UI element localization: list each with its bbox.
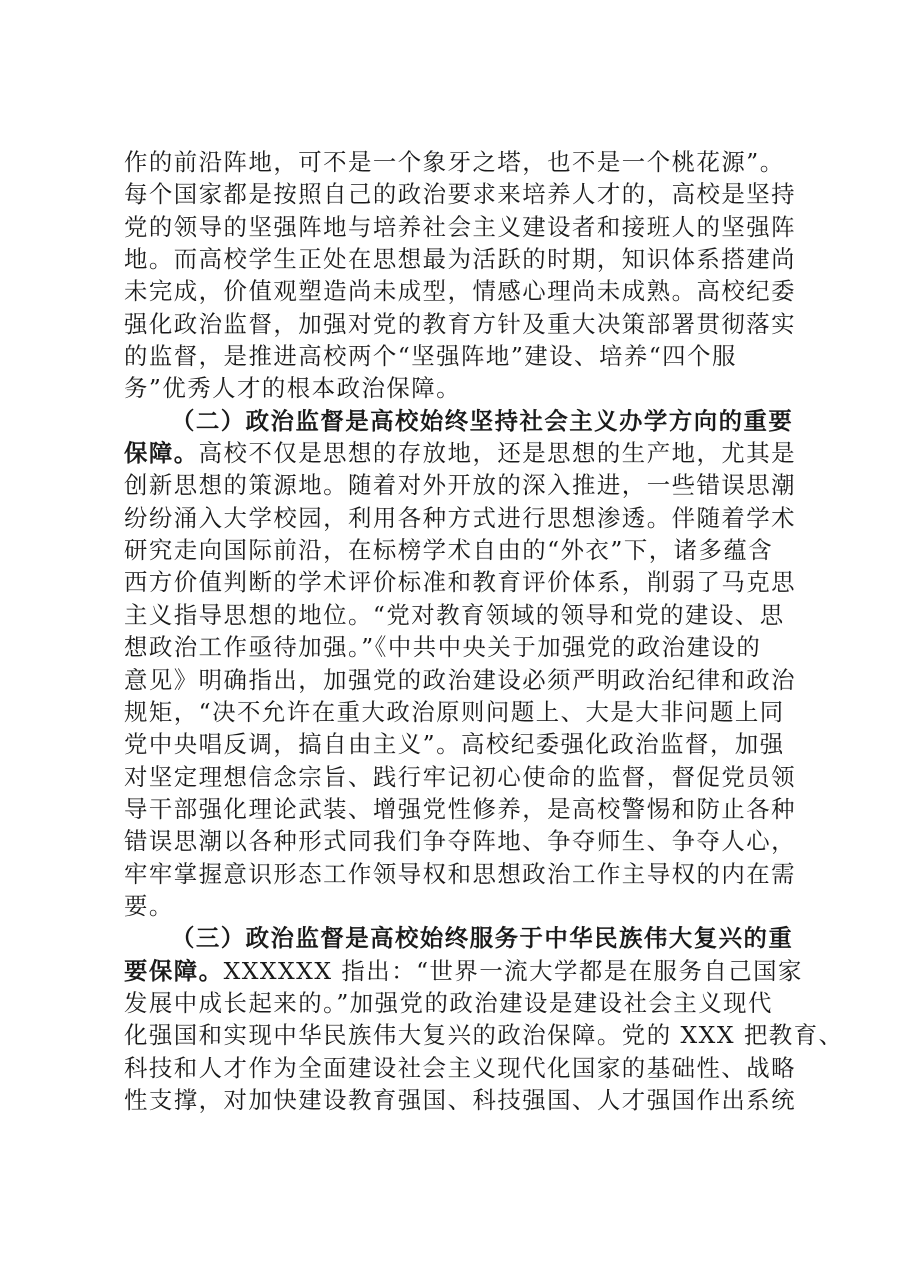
paragraph-2-line xyxy=(124,502,824,534)
paragraph-2-line xyxy=(124,728,824,760)
paragraph-1-line xyxy=(124,146,824,178)
paragraph-2-line xyxy=(124,696,824,728)
body-text: 研究走向国际前沿，在标榜学术自由的“外衣”下，诸多蕴含 xyxy=(124,536,774,565)
body-text: 每个国家都是按照自己的政治要求来培养人才的，高校是坚持 xyxy=(124,180,797,209)
paragraph-2-line xyxy=(124,664,824,696)
paragraph-3-line xyxy=(124,1084,824,1116)
paragraph-3-line xyxy=(124,987,824,1019)
body-text: XXXXXX 指出：“世界一流大学都是在服务自己国家 xyxy=(223,956,803,985)
paragraph-2-line xyxy=(124,599,824,631)
body-text: 未完成，价值观塑造尚未成型，情感心理尚未成熟。高校纪委 xyxy=(124,277,797,306)
document-body xyxy=(124,146,844,1116)
paragraph-2-line xyxy=(124,825,824,857)
paragraph-2-line xyxy=(124,631,824,663)
paragraph-2-line xyxy=(124,761,824,793)
body-text: 纷纷涌入大学校园，利用各种方式进行思想渗透。伴随着学术 xyxy=(124,503,797,532)
paragraph-2-line xyxy=(124,437,824,469)
body-text: 务”优秀人才的根本政治保障。 xyxy=(124,374,462,403)
heading-text: （三）政治监督是高校始终服务于中华民族伟大复兴的重 xyxy=(171,924,794,953)
paragraph-2-line xyxy=(124,405,824,437)
body-text: 地。而高校学生正处在思想最为活跃的时期，知识体系搭建尚 xyxy=(124,245,797,274)
body-text: 创新思想的策源地。随着对外开放的深入推进，一些错误思潮 xyxy=(124,471,797,500)
paragraph-1-line xyxy=(124,243,824,275)
body-text: 性支撑，对加快建设教育强国、科技强国、人才强国作出系统 xyxy=(124,1085,797,1114)
paragraph-1-line xyxy=(124,178,824,210)
body-text: 想政治工作亟待加强。”《中共中央关于加强党的政治建设的 xyxy=(124,633,762,662)
paragraph-3-line xyxy=(124,1052,824,1084)
body-text: 牢牢掌握意识形态工作领导权和思想政治工作主导权的内在需 xyxy=(124,859,797,888)
heading-text: 要保障。 xyxy=(124,956,224,985)
body-text: 西方价值判断的学术评价标准和教育评价体系，削弱了马克思 xyxy=(124,568,797,597)
body-text: 要。 xyxy=(124,891,174,920)
paragraph-1-line xyxy=(124,372,824,404)
body-text: 主义指导思想的地位。“党对教育领域的领导和党的建设、思 xyxy=(124,600,785,629)
paragraph-1-line xyxy=(124,340,824,372)
paragraph-1-line xyxy=(124,308,824,340)
paragraph-2-line xyxy=(124,890,824,922)
body-text: 党的领导的坚强阵地与培养社会主义建设者和接班人的坚强阵 xyxy=(124,212,797,241)
body-text: 党中央唱反调，搞自由主义”。高校纪委强化政治监督，加强 xyxy=(124,730,785,759)
paragraph-1-line xyxy=(124,211,824,243)
body-text: 错误思潮以各种形式同我们争夺阵地、争夺师生、争夺人心， xyxy=(124,827,797,856)
body-text: 的监督，是推进高校两个“坚强阵地”建设、培养“四个服 xyxy=(124,342,737,371)
paragraph-2-line xyxy=(124,793,824,825)
body-text: 发展中成长起来的。”加强党的政治建设是建设社会主义现代 xyxy=(124,988,773,1017)
body-text: 意见》明确指出，加强党的政治建设必须严明政治纪律和政治 xyxy=(124,665,797,694)
heading-text: （二）政治监督是高校始终坚持社会主义办学方向的重要 xyxy=(171,406,794,435)
body-text: 导干部强化理论武装、增强党性修养，是高校警惕和防止各种 xyxy=(124,794,797,823)
body-text: 高校不仅是思想的存放地，还是思想的生产地，尤其是 xyxy=(198,439,797,468)
paragraph-2-line xyxy=(124,534,824,566)
body-text: 作的前沿阵地，可不是一个象牙之塔，也不是一个桃花源”。 xyxy=(124,148,785,176)
paragraph-2-line xyxy=(124,858,824,890)
body-text: 规矩，“决不允许在重大政治原则问题上、大是大非问题上同 xyxy=(124,697,785,726)
heading-text: 保障。 xyxy=(124,439,199,468)
paragraph-3-line xyxy=(124,922,824,954)
paragraph-2-line xyxy=(124,469,824,501)
body-text: 化强国和实现中华民族伟大复兴的政治保障。党的 XXX 把教育、 xyxy=(124,1021,844,1050)
paragraph-2-line xyxy=(124,566,824,598)
paragraph-3-line xyxy=(124,1019,844,1051)
paragraph-3-line xyxy=(124,955,824,987)
body-text: 科技和人才作为全面建设社会主义现代化国家的基础性、战略 xyxy=(124,1053,797,1082)
body-text: 对坚定理想信念宗旨、践行牢记初心使命的监督，督促党员领 xyxy=(124,762,797,791)
paragraph-1-line xyxy=(124,275,824,307)
body-text: 强化政治监督，加强对党的教育方针及重大决策部署贯彻落实 xyxy=(124,309,797,338)
